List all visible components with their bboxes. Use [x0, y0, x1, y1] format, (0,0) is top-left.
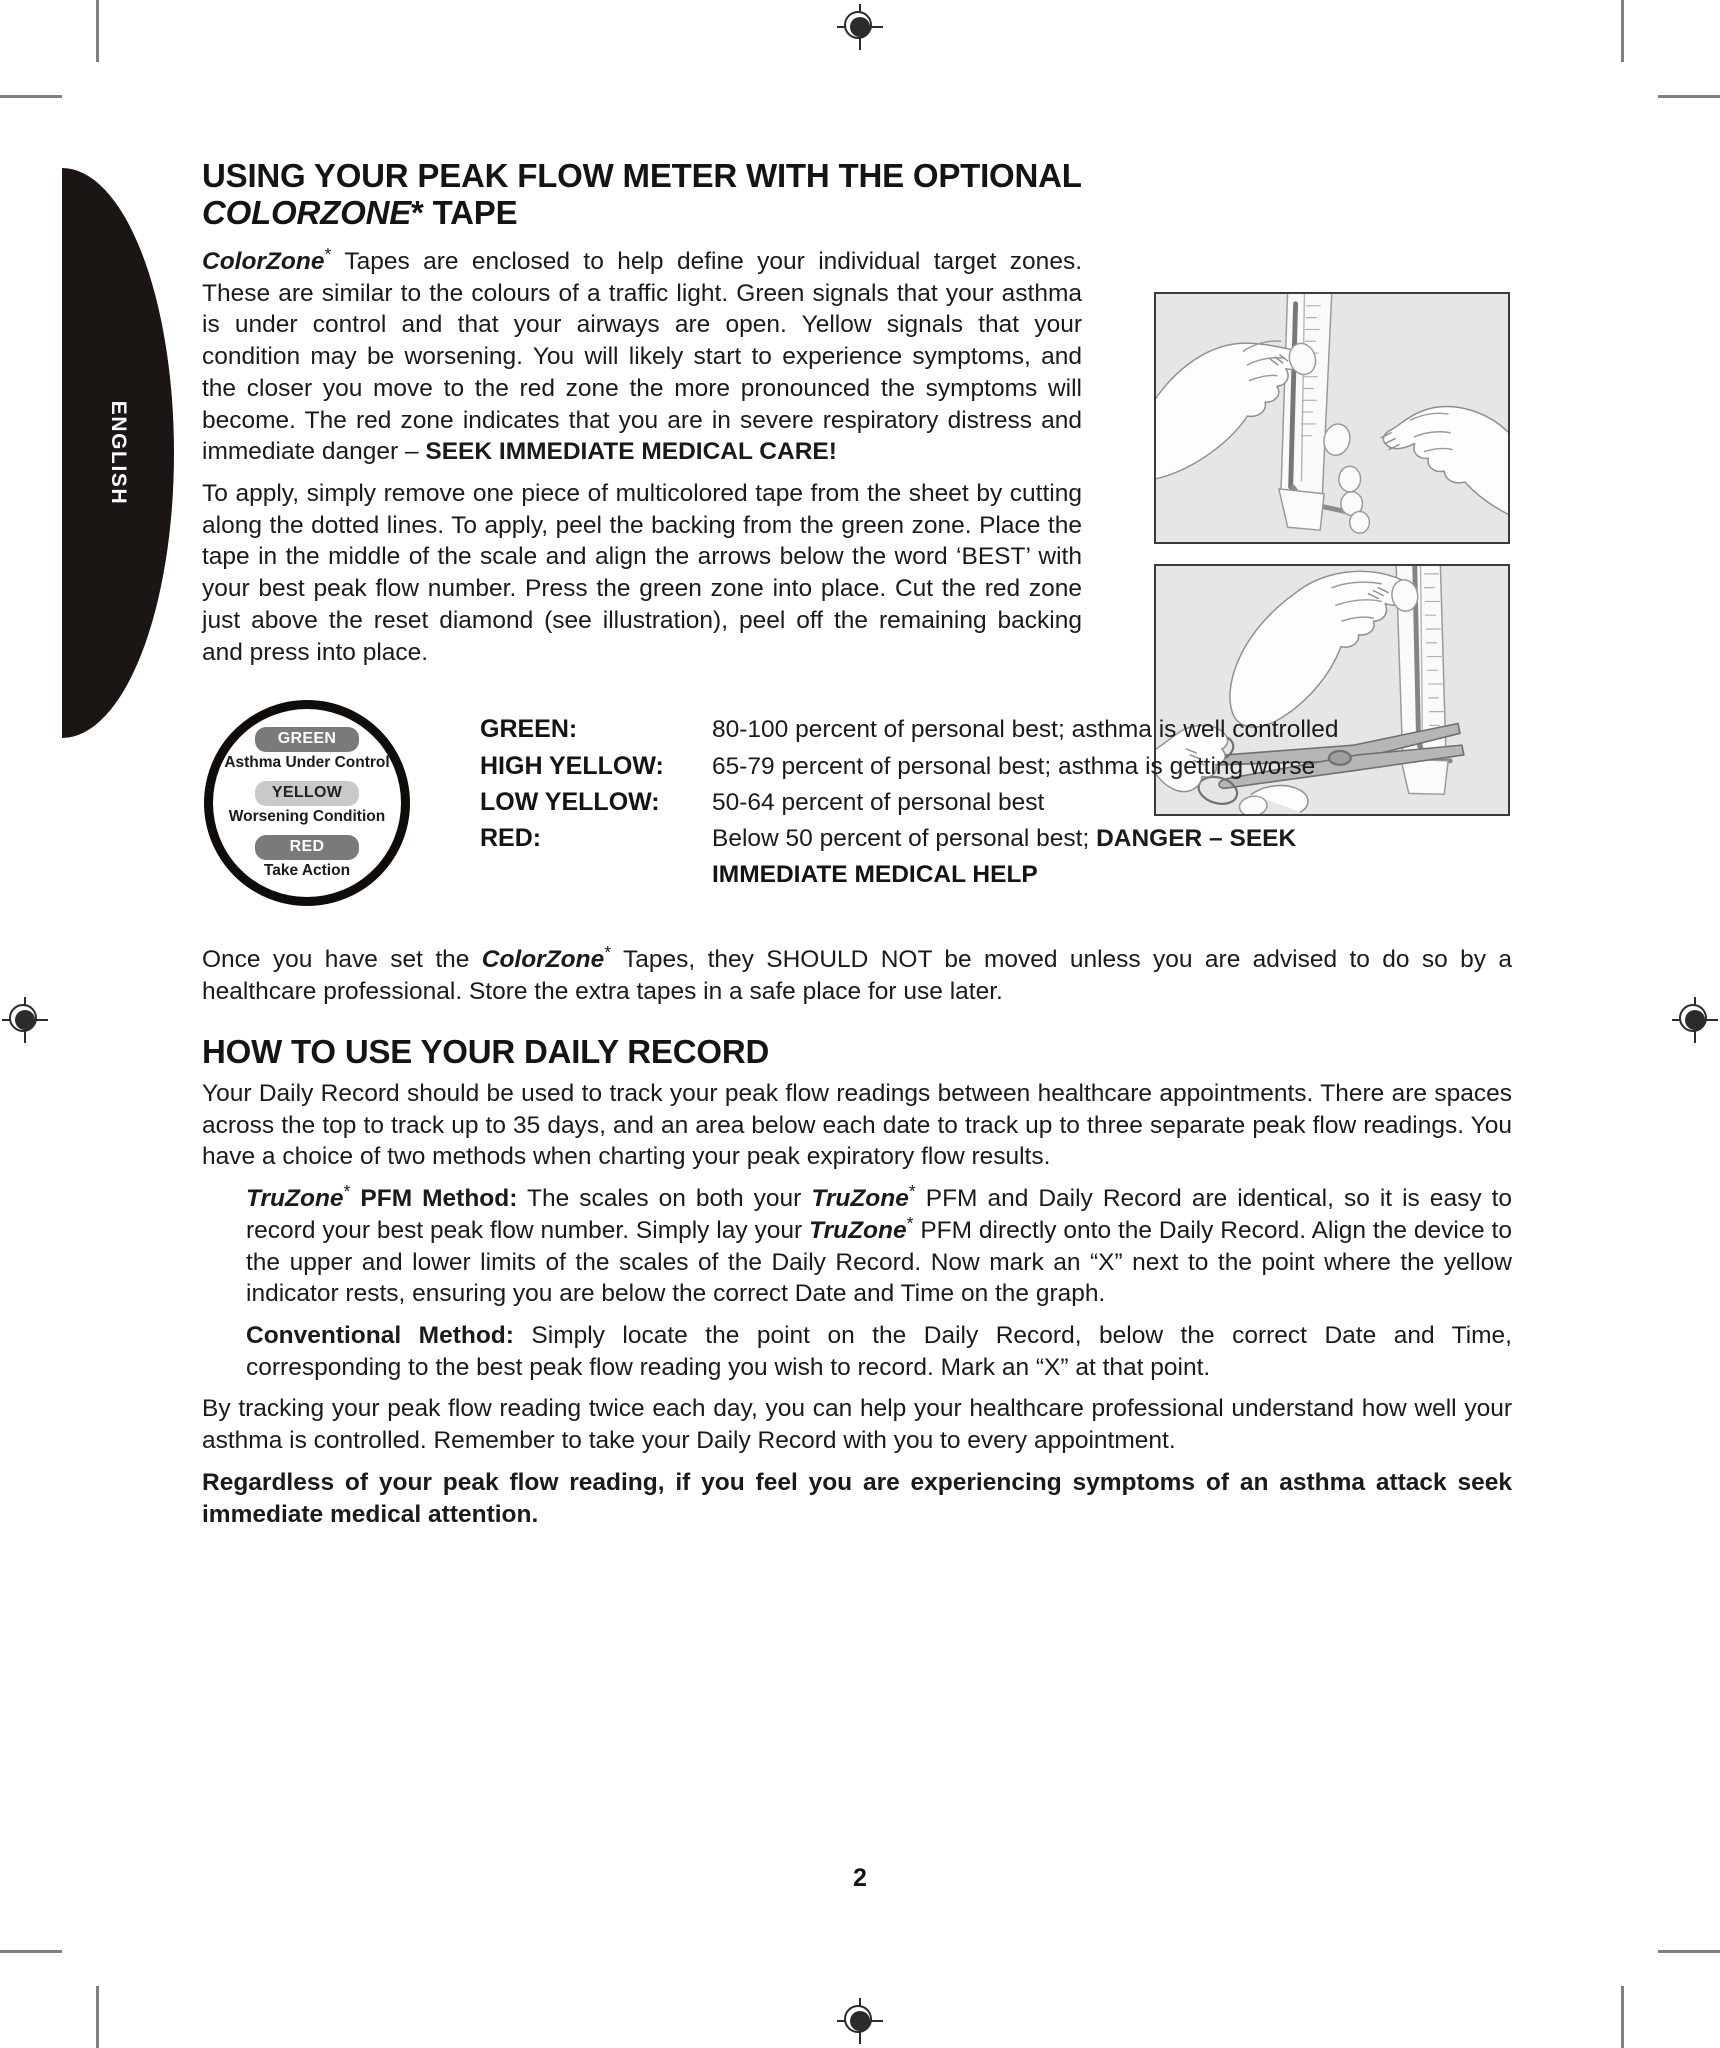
zone-pill-yellow: YELLOW	[255, 781, 359, 806]
truzone-star-2: *	[908, 1180, 916, 1201]
crop-mark-bottom-right-h	[1658, 1950, 1720, 1953]
zone-summary-block	[202, 700, 1512, 918]
section-title-colorzone	[202, 158, 1512, 232]
registration-target-bottom	[837, 1998, 883, 2044]
illustration-apply-tape	[1154, 292, 1510, 544]
zone-definition-row-green	[480, 712, 1512, 746]
zone-caption-red: Take Action	[263, 861, 351, 879]
zone-circle-diagram	[204, 700, 410, 906]
zone-definition-value-red-text: Below 50 percent of personal best;	[712, 825, 1097, 853]
section-title-brand: COLORZONE	[202, 193, 412, 231]
section-title-tail: TAPE	[423, 193, 518, 231]
method-truzone-text-c: PFM directly onto the Daily Record. Align the device to the upper and lower limits of the scales of the Daily Record. Now mark an “X” next to the point where the yellow indicator rests, ensuring you are below the correct Date and Time on the graph.	[246, 1216, 1512, 1308]
crop-mark-bottom-right-v	[1621, 1986, 1624, 2048]
truzone-brand-3: TruZone	[809, 1216, 907, 1244]
crop-mark-bottom-left-h	[0, 1950, 62, 1953]
page-content	[202, 158, 1512, 1530]
registration-target-top	[837, 4, 883, 50]
colorzone-brand-2: ColorZone	[481, 946, 605, 974]
truzone-brand-1: TruZone	[246, 1185, 344, 1213]
zone-definition-value-red-bold: DANGER – SEEK	[1096, 825, 1297, 853]
zone-caption-green: Asthma Under Control	[224, 753, 390, 771]
zone-definition-label-low-yellow: LOW YELLOW:	[480, 787, 660, 816]
colorzone-storage-text-b: Tapes, they SHOULD NOT be moved unless you are advised to do so by a healthcare professional. Store the extra tapes in a safe place for use later.	[202, 946, 1512, 1005]
section-title-line1: USING YOUR PEAK FLOW METER WITH THE OPTIONAL	[202, 157, 1082, 194]
colorzone-star-2: *	[604, 942, 612, 963]
method-conventional-text: Simply locate the point on the Daily Record, below the correct Date and Time, corresponding to the best peak flow reading you wish to record. Mark an “X” at that point.	[246, 1322, 1512, 1381]
crop-mark-top-right-h	[1658, 95, 1720, 98]
method-conventional-paragraph	[246, 1320, 1512, 1383]
section-title-star: *	[411, 193, 424, 231]
zone-pill-green: GREEN	[255, 727, 359, 752]
language-tab-label: ENGLISH	[107, 400, 130, 506]
colorzone-storage-paragraph	[202, 944, 1512, 1007]
zone-definition-red-continuation: IMMEDIATE MEDICAL HELP	[712, 860, 1038, 888]
method-truzone-text-b: PFM and Daily Record are identical, so it is easy to record your best peak flow number. Simply lay your	[246, 1185, 1513, 1244]
zone-definition-row-red	[480, 821, 1512, 855]
daily-record-warning: Regardless of your peak flow reading, if you feel you are experiencing symptoms of an asthma attack seek immediate medical attention.	[202, 1468, 1512, 1528]
daily-record-intro: Your Daily Record should be used to track your peak flow readings between healthcare appointments. There are spaces across the top to track up to 35 days, and an area below each date to track up to three separate peak flow readings. You have a choice of two methods when charting your peak expiratory flow results.	[202, 1079, 1512, 1171]
registration-target-left	[2, 997, 48, 1043]
colorzone-paragraph-2: To apply, simply remove one piece of multicolored tape from the sheet by cutting along the dotted lines. To apply, peel the backing from the green zone. Place the tape in the middle of the scale and align the arrows below the word ‘BEST’ with your best peak flow number. Press the green zone into place. Cut the red zone just above the reset diamond (see illustration), peel off the remaining backing and press into place.	[202, 479, 1082, 666]
zone-pill-red: RED	[255, 835, 359, 860]
crop-mark-bottom-left-v	[96, 1986, 99, 2048]
registration-target-right	[1672, 997, 1718, 1043]
section-title-daily-record: HOW TO USE YOUR DAILY RECORD	[202, 1032, 770, 1070]
crop-mark-top-right-v	[1621, 0, 1624, 62]
method-conventional-label: Conventional Method:	[246, 1322, 514, 1350]
colorzone-paragraph-1-bold: SEEK IMMEDIATE MEDICAL CARE!	[425, 438, 837, 466]
method-truzone-paragraph	[246, 1180, 1513, 1310]
zone-definition-label-high-yellow: HIGH YELLOW:	[480, 751, 664, 780]
zone-definition-value-high-yellow: 65-79 percent of personal best; asthma is getting worse	[712, 752, 1316, 780]
zone-definition-list	[480, 712, 1512, 891]
truzone-star-3: *	[906, 1212, 914, 1233]
zone-definition-value-red	[712, 822, 1512, 855]
crop-mark-top-left-v	[96, 0, 99, 62]
language-tab-english	[62, 168, 174, 738]
truzone-star-1: *	[343, 1180, 351, 1201]
zone-definition-row-low-yellow	[480, 785, 1512, 819]
zone-caption-yellow: Worsening Condition	[228, 807, 386, 825]
colorzone-paragraph-1-text: Tapes are enclosed to help define your individual target zones. These are similar to the colours of a traffic light. Green signals that your asthma is under control and that your airways are open. Yellow signals that your condition may be worsening. You will likely start to experience symptoms, and the closer you move to the red zone the more pronounced the symptoms will become. The red zone indicates that you are in severe respiratory distress and immediate danger –	[202, 247, 1082, 466]
page-number: 2	[853, 1864, 867, 1892]
colorzone-intro-block	[202, 243, 1512, 668]
colorzone-intro-text	[202, 243, 1082, 668]
zone-definition-value-low-yellow: 50-64 percent of personal best	[712, 788, 1045, 816]
zone-definition-row-high-yellow	[480, 749, 1512, 783]
colorzone-paragraph-1	[202, 243, 1082, 468]
method-truzone-label: PFM Method:	[350, 1185, 518, 1213]
truzone-brand-2: TruZone	[811, 1185, 909, 1213]
crop-mark-top-left-h	[0, 95, 62, 98]
colorzone-star-1: *	[324, 243, 332, 264]
daily-record-closing: By tracking your peak flow reading twice each day, you can help your healthcare professional understand how well your asthma is controlled. Remember to take your Daily Record with you to every appointment.	[202, 1395, 1512, 1455]
method-truzone-text-a: The scales on both your	[517, 1185, 812, 1213]
zone-definition-value-green: 80-100 percent of personal best; asthma is well controlled	[712, 716, 1339, 744]
colorzone-brand-1: ColorZone	[202, 247, 325, 275]
zone-definition-label-red: RED:	[480, 824, 542, 853]
colorzone-storage-text-a: Once you have set the	[202, 946, 482, 974]
zone-definition-label-green: GREEN:	[480, 715, 578, 744]
